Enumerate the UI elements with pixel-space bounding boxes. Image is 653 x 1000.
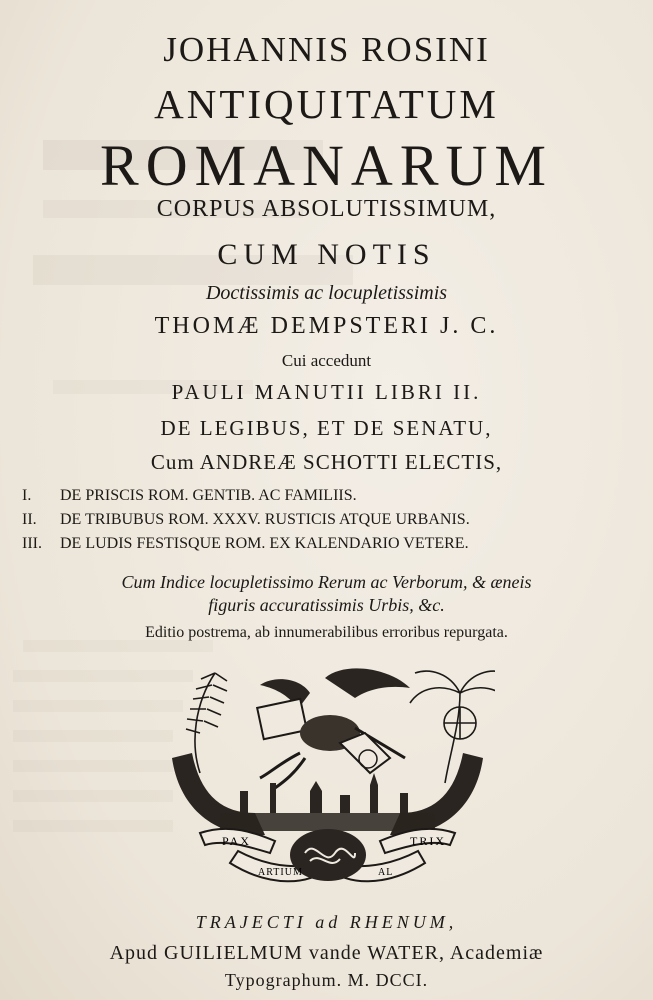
title-line-antiquitatum: ANTIQUITATUM: [154, 81, 499, 127]
list-item-number: III.: [22, 535, 42, 552]
subtitle-corpus: CORPUS ABSOLUTISSIMUM,: [156, 196, 497, 222]
city-skyline: [220, 773, 435, 831]
imprint-date: Typographum. M. DCCI.: [224, 970, 429, 990]
banner-text-pax: PAX: [222, 834, 251, 848]
winged-figure: [257, 668, 410, 788]
manutius-line: PAULI MANUTII LIBRI II.: [171, 380, 482, 404]
schott-line: Cum ANDREÆ SCHOTTI ELECTIS,: [150, 450, 503, 474]
list-item: [22, 511, 470, 529]
subtitle-cum-notis: CUM NOTIS: [217, 238, 436, 271]
imprint-place: TRAJECTI ad RHENUM,: [195, 912, 458, 932]
banner-text-al: AL: [378, 867, 394, 878]
list-item-text: DE TRIBUBUS ROM. XXXV. RUSTICIS ATQUE URBANIS.: [60, 511, 470, 528]
editor-dempster: THOMÆ DEMPSTERI J. C.: [154, 313, 499, 339]
printers-device-vignette: [160, 663, 495, 895]
banner-text-trix: TRIX: [410, 834, 446, 848]
list-item-text: DE LUDIS FESTISQUE ROM. EX KALENDARIO VETERE.: [60, 535, 469, 552]
imprint-printer: Apud GUILIELMUM vande WATER, Academiæ: [109, 942, 544, 964]
edition-note: Editio postrema, ab innumerabilibus erroribus repurgata.: [145, 624, 508, 641]
banner-text-artium: ARTIUM: [258, 867, 303, 878]
cui-accedunt: Cui accedunt: [281, 351, 372, 370]
list-item-number: II.: [22, 511, 37, 528]
subtitle-doctissimis: Doctissimis ac locupletissimis: [205, 282, 448, 304]
index-note-line1: Cum Indice locupletissimo Rerum ac Verborum, & æneis: [121, 572, 532, 592]
author-line: JOHANNIS ROSINI: [163, 30, 490, 69]
list-item-text: DE PRISCIS ROM. GENTIB. AC FAMILIIS.: [60, 487, 357, 504]
list-item-number: I.: [22, 487, 32, 504]
list-item: [22, 487, 357, 505]
de-legibus-line: DE LEGIBUS, ET DE SENATU,: [160, 416, 493, 440]
list-item: [22, 535, 469, 553]
index-note-line2: figuris accuratissimis Urbis, &c.: [208, 595, 445, 615]
title-line-romanarum: ROMANARUM: [100, 133, 553, 198]
